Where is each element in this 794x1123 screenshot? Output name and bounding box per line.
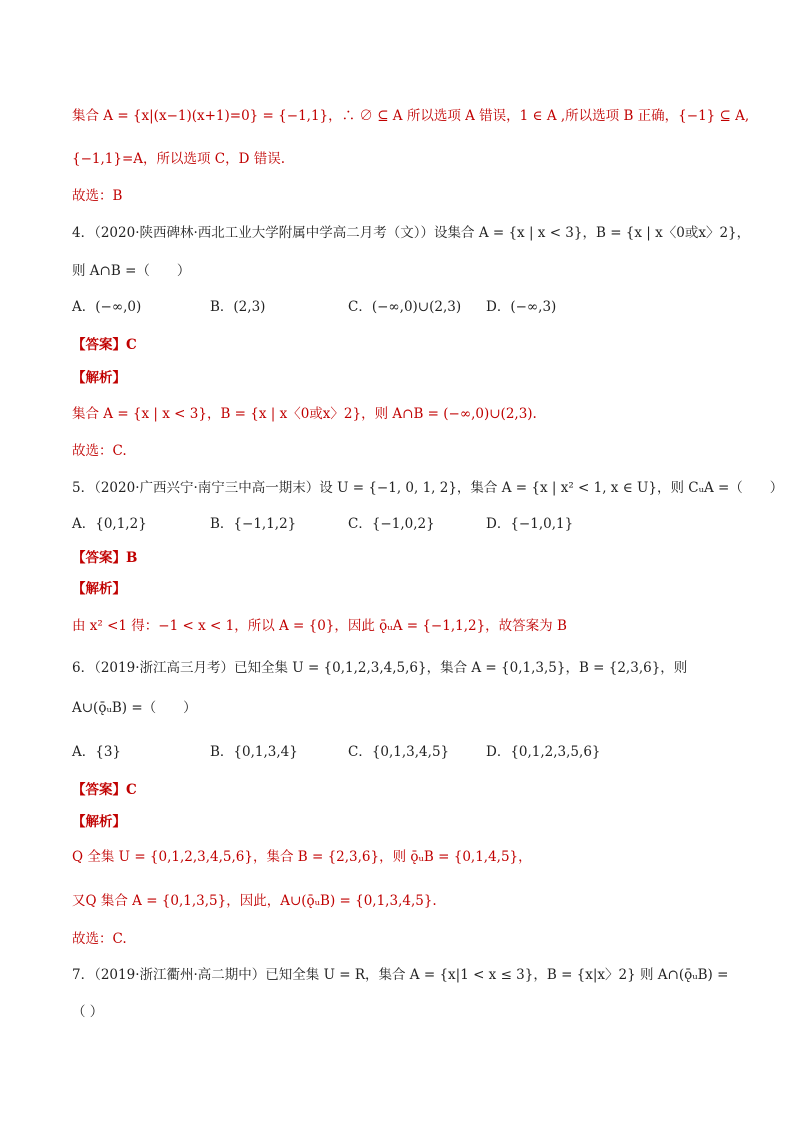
question-6-stem: A∪(ǭᵤB) =（ ）	[72, 700, 197, 716]
question-5: 5．（2020·广西兴宁·南宁三中高一期末）设 U = {−1, 0, 1, 2}，集合 A = {x | x² < 1, x ∈ U}，则 CᵤA =（ ）	[72, 480, 784, 496]
option-d: D．{−1,0,1}	[486, 516, 574, 532]
answer-label: 【答案】C	[72, 782, 137, 798]
solution-line: {−1,1}=A，所以选项 C，D 错误.	[72, 151, 286, 167]
solution-line: 由 x² <1 得：−1 < x < 1，所以 A = {0}，因此 ǭᵤA = {−1,1,2}，故答案为 B	[72, 618, 567, 634]
solution-line: 集合 A = {x | x < 3}，B = {x | x〈0或x〉2}，则 A∩B = (−∞,0)∪(2,3).	[72, 406, 537, 422]
option-a: A．(−∞,0)	[72, 299, 142, 315]
option-a: A．{0,1,2}	[72, 516, 147, 532]
question-4: 4．（2020·陕西碑林·西北工业大学附属中学高二月考（文））设集合 A = {x | x < 3}，B = {x | x〈0或x〉2}，	[72, 225, 751, 241]
analysis-label: 【解析】	[72, 370, 126, 386]
solution-line: 又Q 集合 A = {0,1,3,5}，因此，A∪(ǭᵤB) = {0,1,3,4,5}.	[72, 893, 437, 909]
question-7-stem: （ ）	[72, 1004, 104, 1020]
option-c: C．{0,1,3,4,5}	[348, 744, 450, 760]
option-c: C．{−1,0,2}	[348, 516, 435, 532]
choice-line: 故选：B	[72, 188, 123, 204]
option-a: A．{3}	[72, 744, 122, 760]
option-d: D．{0,1,2,3,5,6}	[486, 744, 601, 760]
solution-line: 集合 A = {x|(x−1)(x+1)=0} = {−1,1}，∴ ∅ ⊆ A 所以选项 A 错误，1 ∈ A ,所以选项 B 正确，{−1} ⊆ A,	[72, 108, 750, 124]
option-b: B．(2,3)	[210, 299, 266, 315]
answer-label: 【答案】C	[72, 337, 137, 353]
answer-label: 【答案】B	[72, 550, 138, 566]
option-c: C．(−∞,0)∪(2,3)	[348, 299, 462, 315]
question-4-stem: 则 A∩B =（ ）	[72, 263, 191, 279]
solution-line: Q 全集 U = {0,1,2,3,4,5,6}，集合 B = {2,3,6}，则 ǭᵤB = {0,1,4,5}，	[72, 849, 532, 865]
question-7: 7．（2019·浙江衢州·高二期中）已知全集 U = R，集合 A = {x|1 < x ≤ 3}，B = {x|x〉2} 则 A∩(ǭᵤB) =	[72, 967, 729, 983]
question-6: 6．（2019·浙江高三月考）已知全集 U = {0,1,2,3,4,5,6}，集合 A = {0,1,3,5}，B = {2,3,6}，则	[72, 660, 688, 676]
option-b: B．{0,1,3,4}	[210, 744, 298, 760]
option-d: D．(−∞,3)	[486, 299, 557, 315]
analysis-label: 【解析】	[72, 581, 126, 597]
option-b: B．{−1,1,2}	[210, 516, 297, 532]
choice-line: 故选：C.	[72, 443, 127, 459]
analysis-label: 【解析】	[72, 814, 126, 830]
choice-line: 故选：C.	[72, 931, 127, 947]
